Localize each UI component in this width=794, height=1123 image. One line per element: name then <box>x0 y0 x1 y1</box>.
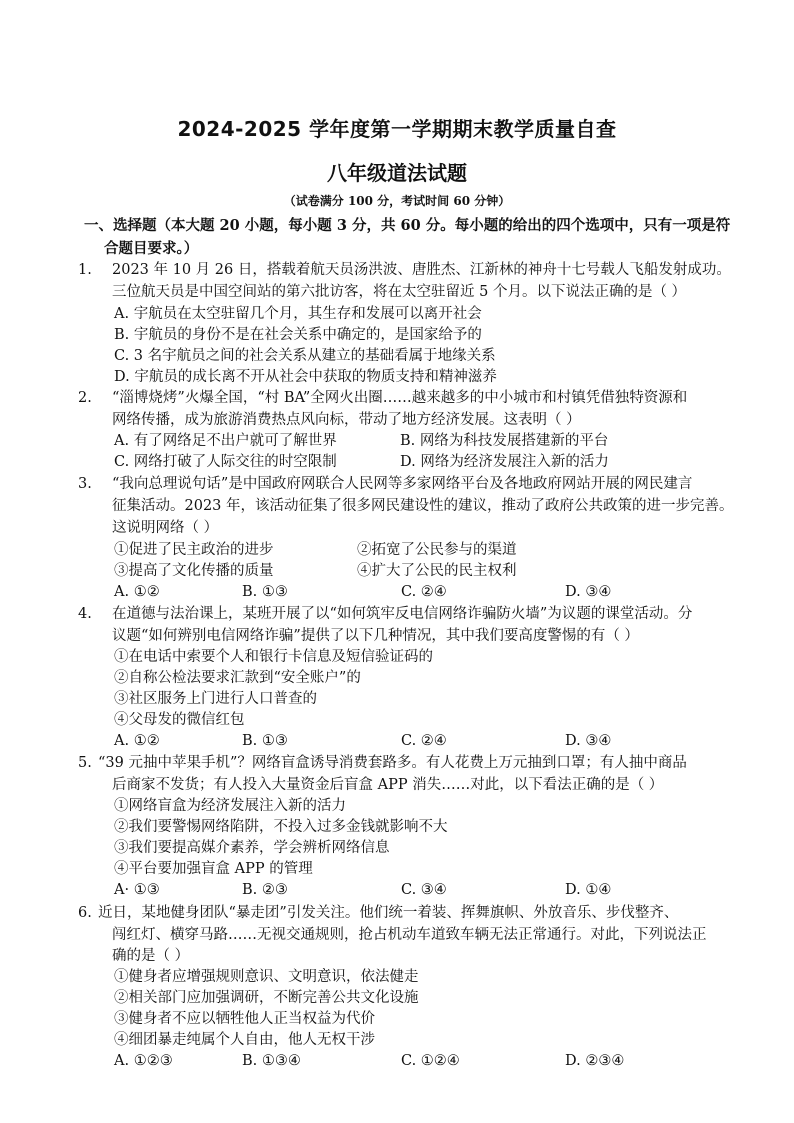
question-5-line-1: 5. “39 元抽中苹果手机”？网络盲盒诱导消费套路多。有人花费上万元抽到口罩；有人抽中商品 <box>78 755 687 771</box>
question-number: 3. <box>78 476 92 492</box>
question-3-statement-3: ③提高了文化传播的质量 <box>114 563 274 579</box>
question-2-option-d: D. 网络为经济发展注入新的活力 <box>400 454 609 470</box>
question-4-option-c: C. ②④ <box>401 733 447 749</box>
question-4-option-b: B. ①③ <box>242 733 288 749</box>
question-2-option-b: B. 网络为科技发展搭建新的平台 <box>400 433 609 449</box>
question-6-statement-2: ②相关部门应加强调研，不断完善公共文化设施 <box>114 990 419 1006</box>
question-6-statement-3: ③健身者不应以牺牲他人正当权益为代价 <box>114 1011 375 1027</box>
question-1-line-2: 三位航天员是中国空间站的第六批访客，将在太空驻留近 5 个月。以下说法正确的是（ ） <box>112 284 687 300</box>
question-3-option-b: B. ①③ <box>242 584 288 600</box>
question-6-option-d: D. ②③④ <box>565 1053 625 1069</box>
question-number: 6. <box>78 905 92 921</box>
question-1-option-a: A. 宇航员在太空驻留几个月，其生存和发展可以离开社会 <box>114 306 482 322</box>
question-number: 2. <box>78 390 92 406</box>
question-6-line-2: 闯红灯、横穿马路……无视交通规则，抢占机动车道致车辆无法正常通行。对此，下列说法正 <box>112 927 707 943</box>
question-5-option-b: B. ②③ <box>242 882 288 898</box>
question-4-statement-4: ④父母发的微信红包 <box>114 712 245 728</box>
question-4-option-a: A. ①② <box>114 733 160 749</box>
question-5-line-2: 后商家不发货；有人投入大量资金后盲盒 APP 消失……对此，以下看法正确的是（ ） <box>112 777 664 793</box>
question-2-line-1: 2. “淄博烧烤”火爆全国，“村 BA”全网火出圈……越来越多的中小城市和村镇凭借独特资源和 <box>78 390 688 406</box>
question-3-line-1: 3. “我向总理说句话”是中国政府网联合人民网等多家网络平台及各地政府网站开展的网民建言 <box>78 476 693 492</box>
question-6-line-1: 6. 近日，某地健身团队“暴走团”引发关注。他们统一着装、挥舞旗帜、外放音乐、步伐整齐、 <box>78 905 679 921</box>
exam-note: （试卷满分 100 分，考试时间 60 分钟） <box>283 194 511 208</box>
question-4-line-2: 议题“如何辨别电信网络诈骗”提供了以下几种情况，其中我们要高度警惕的有（ ） <box>112 628 639 644</box>
question-5-option-c: C. ③④ <box>401 882 447 898</box>
section-line-1: 一、选择题（本大题 20 小题，每小题 3 分，共 60 分。每小题的给出的四个选项中，只有一项是符 <box>84 217 731 234</box>
question-1-option-c: C. 3 名宇航员之间的社会关系从建立的基础看属于地缘关系 <box>114 348 496 364</box>
question-6-option-b: B. ①③④ <box>242 1053 301 1069</box>
question-4-statement-2: ②自称公检法要求汇款到“安全账户”的 <box>114 670 361 686</box>
question-6-statement-1: ①健身者应增强规则意识、文明意识，依法健走 <box>114 969 419 985</box>
section-line-2: 合题目要求。） <box>104 240 199 257</box>
question-4-statement-1: ①在电话中索要个人和银行卡信息及短信验证码的 <box>114 649 433 665</box>
section-heading <box>84 214 774 260</box>
question-1-option-b: B. 宇航员的身份不是在社会关系中确定的，是国家给予的 <box>114 327 482 343</box>
question-5-statement-1: ①网络盲盒为经济发展注入新的活力 <box>114 798 346 814</box>
question-2-option-c: C. 网络打破了人际交往的时空限制 <box>114 454 337 470</box>
question-5-statement-3: ③我们要提高媒介素养，学会辨析网络信息 <box>114 840 390 856</box>
question-2-line-2: 网络传播，成为旅游消费热点风向标，带动了地方经济发展。这表明（ ） <box>112 412 581 428</box>
question-number: 1. <box>78 262 92 278</box>
question-number: 5. <box>78 755 92 771</box>
question-3-statement-4: ④扩大了公民的民主权利 <box>357 563 517 579</box>
question-6-option-a: A. ①②③ <box>114 1053 173 1069</box>
question-3-option-d: D. ③④ <box>565 584 612 600</box>
question-4-option-d: D. ③④ <box>565 733 612 749</box>
question-3-line-2: 征集活动。2023 年，该活动征集了很多网民建设性的建议，推动了政府公共政策的进一步完善。 <box>112 498 734 514</box>
exam-subtitle: 八年级道法试题 <box>327 161 467 185</box>
question-5-option-d: D. ①④ <box>565 882 612 898</box>
question-6-option-c: C. ①②④ <box>401 1053 460 1069</box>
question-3-line-3: 这说明网络（ ） <box>112 520 219 536</box>
exam-title: 2024-2025 学年度第一学期期末教学质量自查 <box>177 117 617 141</box>
question-3-statement-2: ②拓宽了公民参与的渠道 <box>357 542 517 558</box>
question-number: 4. <box>78 606 92 622</box>
question-3-statement-1: ①促进了民主政治的进步 <box>114 542 274 558</box>
question-4-statement-3: ③社区服务上门进行人口普查的 <box>114 691 317 707</box>
question-5-statement-2: ②我们要警惕网络陷阱，不投入过多金钱就影响不大 <box>114 819 448 835</box>
question-1-line-1: 1. 2023 年 10 月 26 日，搭载着航天员汤洪波、唐胜杰、江新林的神舟十七号载人飞船发射成功。 <box>78 262 731 278</box>
question-4-line-1: 4. 在道德与法治课上，某班开展了以“如何筑牢反电信网络诈骗防火墙”为议题的课堂活动。分 <box>78 606 693 622</box>
question-2-option-a: A. 有了网络足不出户就可了解世界 <box>114 433 337 449</box>
question-6-line-3: 确的是（ ） <box>112 948 190 964</box>
question-3-option-a: A. ①② <box>114 584 160 600</box>
question-3-option-c: C. ②④ <box>401 584 447 600</box>
question-6-statement-4: ④细团暴走纯属个人自由，他人无权干涉 <box>114 1032 375 1048</box>
question-5-option-a: A· ①③ <box>114 882 160 898</box>
question-1-option-d: D. 宇航员的成长离不开从社会中获取的物质支持和精神滋养 <box>114 369 497 385</box>
question-5-statement-4: ④平台要加强盲盒 APP 的管理 <box>114 861 313 877</box>
